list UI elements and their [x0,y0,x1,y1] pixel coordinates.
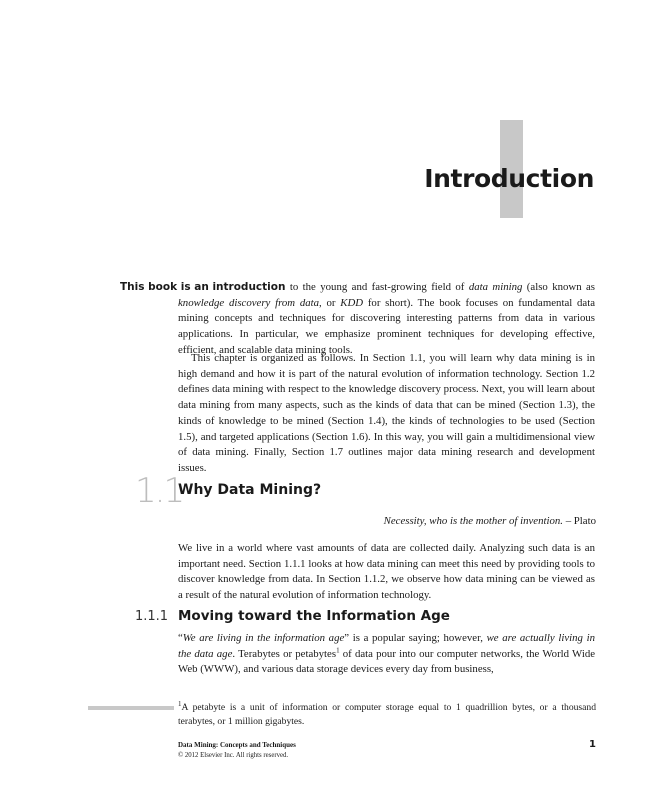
page-number: 1 [589,739,596,750]
term-data-mining: data mining [468,281,523,293]
intro-text: , or [319,296,341,309]
intro-text: for short). The book focuses on fundamental data mining concepts and techniques for discovering interesting patterns from data in various applications. In particular, we emphasize prominent techniques for developing effective, efficient, and scalable data mining tools. [178,296,595,356]
section-number: 1.1 [135,471,184,511]
quote-text: We are living in the information age [182,632,345,644]
footnote-marker: 1 [178,699,182,708]
footer-copyright: © 2012 Elsevier Inc. All rights reserved. [178,752,289,759]
subsection-title: Moving toward the Information Age [178,608,450,624]
intro-lead: This book is an introduction [120,281,286,293]
epigraph [384,515,596,527]
emphasis-text: we are actually living in the data age [178,632,595,660]
subsection-paragraph [178,631,595,678]
section-title: Why Data Mining? [178,482,322,498]
chapter-outline-paragraph: This chapter is organized as follows. In Section 1.1, you will learn why data mining is in high demand and how it is part of the natural evolution of information technology. Section 1.2 defines data mining with respect to the knowledge discovery process. Next, you will learn about data mining from many aspects, such as the kinds of data that can be mined (Section 1.3), the kinds of knowledge to be mined (Section 1.4), the kinds of technologies to be used (Section 1.5), and targeted applications (Section 1.6). In this way, you will gain a multidimensional view of data mining. Finally, Section 1.7 outlines major data mining research and development issues. [178,352,595,474]
subsection-number: 1.1.1 [135,609,169,624]
epigraph-quote: Necessity, who is the mother of invention. [383,515,563,527]
intro-paragraph [120,280,595,359]
footnote-reference[interactable]: 1 [336,646,340,655]
footer-book-title: Data Mining: Concepts and Techniques [178,741,296,749]
subsection-text: of data pour into our computer networks, the World Wide Web (WWW), and various data storage devices every day from business, [178,647,596,676]
quote-mark: “ [178,632,183,644]
epigraph-author: – Plato [563,515,596,527]
subsection-text: is a popular saying; however, [349,632,487,644]
term-kdd: KDD [340,296,364,309]
intro-text: (also known as [522,281,595,293]
term-knowledge-discovery: knowledge discovery from data [178,296,320,309]
footnote [178,701,596,728]
footnote-text: A petabyte is a unit of information or computer storage equal to 1 quadrillion bytes, or a thousand terabytes, or 1 million gigabytes. [178,702,596,727]
subsection-text: . Terabytes or petabytes [232,647,337,660]
section-paragraph: We live in a world where vast amounts of data are collected daily. Analyzing such data is an important need. Section 1.1.1 looks at how data mining can meet this need by providing tools to discover knowledge from data. In Section 1.1.2, we observe how data mining can be viewed as a result of the natural evolution of information technology. [178,542,595,602]
footnote-rule [88,706,174,710]
chapter-title: Introduction [424,164,594,193]
intro-text: to the young and fast-growing field of [285,281,469,293]
quote-mark: ” [344,632,350,644]
